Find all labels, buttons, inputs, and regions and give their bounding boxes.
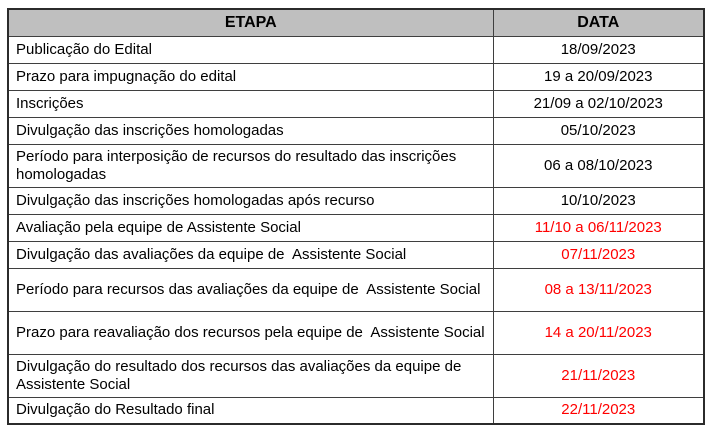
date-cell: 21/09 a 02/10/2023: [493, 90, 704, 117]
etapa-cell: Prazo para impugnação do edital: [8, 63, 493, 90]
etapa-cell: Divulgação das inscrições homologadas: [8, 117, 493, 144]
table-header: [8, 9, 704, 36]
table-row: [8, 214, 704, 241]
date-cell: 18/09/2023: [493, 36, 704, 63]
table-row: [8, 63, 704, 90]
etapa-cell: Período para interposição de recursos do resultado das inscrições homologadas: [8, 144, 493, 187]
table-row: [8, 354, 704, 397]
table-body: [8, 36, 704, 424]
table-row: [8, 187, 704, 214]
date-cell: 19 a 20/09/2023: [493, 63, 704, 90]
date-cell: 22/11/2023: [493, 397, 704, 424]
table-row: [8, 241, 704, 268]
header-row: [8, 9, 704, 36]
date-cell: 10/10/2023: [493, 187, 704, 214]
date-cell: 08 a 13/11/2023: [493, 268, 704, 311]
table-row: [8, 117, 704, 144]
etapa-cell: Avaliação pela equipe de Assistente Social: [8, 214, 493, 241]
etapa-cell: Divulgação das inscrições homologadas após recurso: [8, 187, 493, 214]
date-cell: 11/10 a 06/11/2023: [493, 214, 704, 241]
etapa-cell: Divulgação do Resultado final: [8, 397, 493, 424]
table-row: [8, 144, 704, 187]
etapa-cell: Divulgação do resultado dos recursos das avaliações da equipe de Assistente Social: [8, 354, 493, 397]
column-header-data: DATA: [493, 9, 704, 36]
date-cell: 05/10/2023: [493, 117, 704, 144]
schedule-table: [7, 8, 705, 425]
table-row: [8, 90, 704, 117]
column-header-etapa: ETAPA: [8, 9, 493, 36]
etapa-cell: Prazo para reavaliação dos recursos pela equipe de Assistente Social: [8, 311, 493, 354]
date-cell: 14 a 20/11/2023: [493, 311, 704, 354]
etapa-cell: Período para recursos das avaliações da equipe de Assistente Social: [8, 268, 493, 311]
date-cell: 06 a 08/10/2023: [493, 144, 704, 187]
date-cell: 07/11/2023: [493, 241, 704, 268]
etapa-cell: Publicação do Edital: [8, 36, 493, 63]
table-row: [8, 397, 704, 424]
table-row: [8, 36, 704, 63]
table-row: [8, 268, 704, 311]
etapa-cell: Inscrições: [8, 90, 493, 117]
table-row: [8, 311, 704, 354]
date-cell: 21/11/2023: [493, 354, 704, 397]
etapa-cell: Divulgação das avaliações da equipe de Assistente Social: [8, 241, 493, 268]
